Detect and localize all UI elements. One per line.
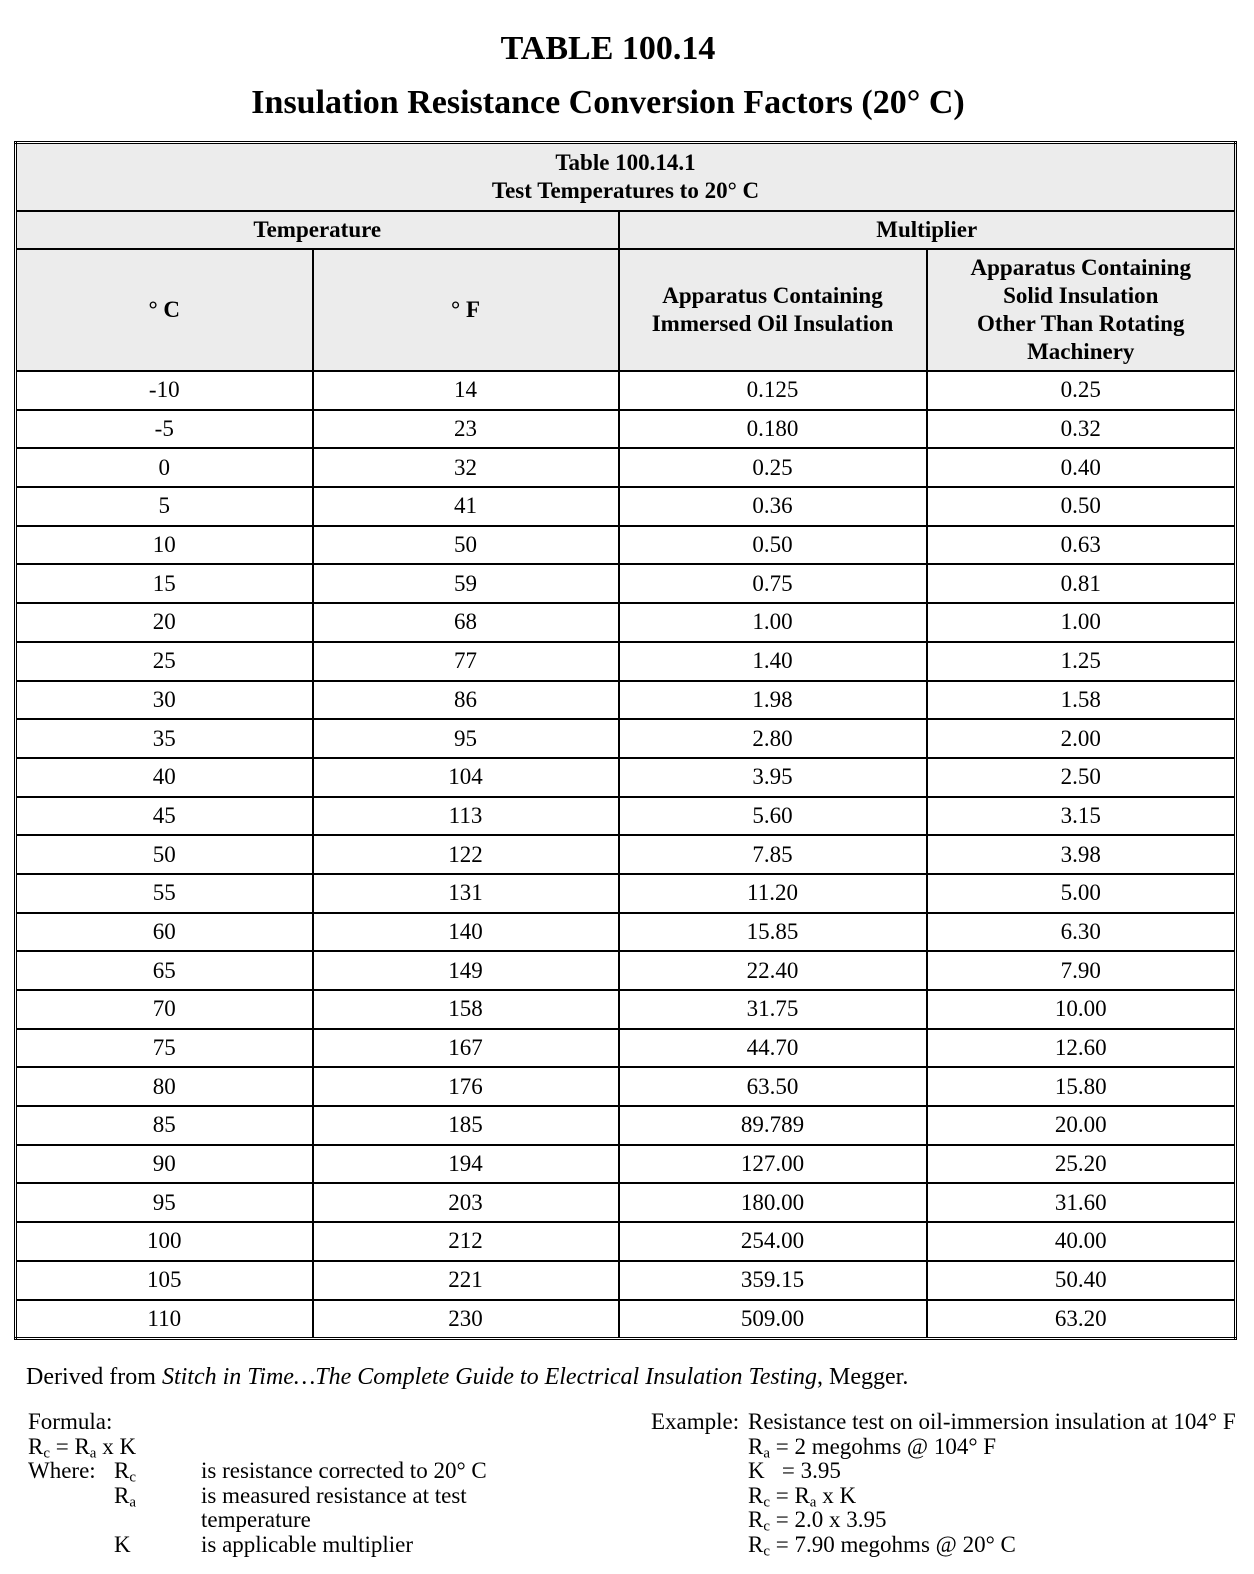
oil-multiplier-cell: 5.60 (619, 797, 927, 836)
header-solid-line4: Machinery (1027, 339, 1135, 364)
fahrenheit-cell: 41 (313, 487, 619, 526)
fahrenheit-cell: 194 (313, 1145, 619, 1184)
formula-ra-desc-cont: temperature (201, 1507, 311, 1533)
oil-multiplier-cell: 0.50 (619, 526, 927, 565)
table-row (16, 1145, 1236, 1184)
solid-multiplier-cell: 0.25 (927, 371, 1236, 410)
oil-multiplier-cell: 2.80 (619, 719, 927, 758)
fahrenheit-cell: 167 (313, 1029, 619, 1068)
solid-multiplier-cell: 3.15 (927, 797, 1236, 836)
formula-rc-symbol: $R_c$ (114, 1458, 136, 1486)
celsius-cell: 15 (16, 564, 313, 603)
table-row (16, 758, 1236, 797)
oil-multiplier-cell: 3.95 (619, 758, 927, 797)
fahrenheit-cell: 158 (313, 990, 619, 1029)
table-row (16, 487, 1236, 526)
solid-multiplier-cell: 0.81 (927, 564, 1236, 603)
fahrenheit-cell: 140 (313, 913, 619, 952)
example-rc-formula: $R_c = R_a$ x K (748, 1482, 857, 1511)
oil-multiplier-cell: 359.15 (619, 1261, 927, 1300)
solid-multiplier-cell: 31.60 (927, 1183, 1236, 1222)
celsius-cell: 40 (16, 758, 313, 797)
oil-multiplier-cell: 15.85 (619, 913, 927, 952)
fahrenheit-cell: 50 (313, 526, 619, 565)
header-fahrenheit: ° F (313, 249, 619, 371)
oil-multiplier-cell: 509.00 (619, 1300, 927, 1339)
source-title: Stitch in Time…The Complete Guide to Electrical Insulation Testing (161, 1364, 818, 1390)
celsius-cell: -5 (16, 410, 313, 449)
fahrenheit-cell: 212 (313, 1222, 619, 1261)
solid-multiplier-cell: 63.20 (927, 1300, 1236, 1339)
solid-multiplier-cell: 5.00 (927, 874, 1236, 913)
oil-multiplier-cell: 1.40 (619, 642, 927, 681)
solid-multiplier-cell: 25.20 (927, 1145, 1236, 1184)
conversion-table (14, 141, 1237, 1340)
celsius-cell: 110 (16, 1300, 313, 1339)
oil-multiplier-cell: 89.789 (619, 1106, 927, 1145)
table-row (16, 1183, 1236, 1222)
oil-multiplier-cell: 7.85 (619, 835, 927, 874)
table-row (16, 564, 1236, 603)
oil-multiplier-cell: 0.125 (619, 371, 927, 410)
celsius-cell: 30 (16, 681, 313, 720)
formula-rc-desc: is resistance corrected to 20° C (201, 1458, 487, 1484)
table-row (16, 410, 1236, 449)
fahrenheit-cell: 32 (313, 448, 619, 487)
oil-multiplier-cell: 31.75 (619, 990, 927, 1029)
celsius-cell: 65 (16, 951, 313, 990)
table-caption (16, 143, 1236, 212)
example-rc-calc: $R_c = 2.0$ x 3.95 (748, 1507, 887, 1536)
header-solid-line2: Solid Insulation (1003, 283, 1159, 308)
celsius-cell: 45 (16, 797, 313, 836)
table-row (16, 1106, 1236, 1145)
fahrenheit-cell: 95 (313, 719, 619, 758)
solid-multiplier-cell: 50.40 (927, 1261, 1236, 1300)
table-row (16, 681, 1236, 720)
formula-k-desc: is applicable multiplier (201, 1531, 414, 1557)
formula-ra-desc: is measured resistance at test (201, 1482, 467, 1508)
solid-multiplier-cell: 7.90 (927, 951, 1236, 990)
oil-multiplier-cell: 1.00 (619, 603, 927, 642)
fahrenheit-cell: 185 (313, 1106, 619, 1145)
fahrenheit-cell: 14 (313, 371, 619, 410)
oil-multiplier-cell: 0.36 (619, 487, 927, 526)
table-row (16, 1029, 1236, 1068)
table-row (16, 835, 1236, 874)
header-temperature: Temperature (16, 211, 619, 249)
formula-heading: Formula: (28, 1409, 113, 1434)
fahrenheit-cell: 221 (313, 1261, 619, 1300)
table-row (16, 951, 1236, 990)
oil-multiplier-cell: 0.25 (619, 448, 927, 487)
fahrenheit-cell: 230 (313, 1300, 619, 1339)
formula-equation: $R_c = R_a$ x K (28, 1433, 137, 1462)
oil-multiplier-cell: 22.40 (619, 951, 927, 990)
table-body (16, 371, 1236, 1339)
celsius-cell: 85 (16, 1106, 313, 1145)
source-note (26, 1364, 908, 1391)
celsius-cell: 10 (16, 526, 313, 565)
celsius-cell: -10 (16, 371, 313, 410)
celsius-cell: 60 (16, 913, 313, 952)
oil-multiplier-cell: 11.20 (619, 874, 927, 913)
table-row (16, 1222, 1236, 1261)
solid-multiplier-cell: 1.25 (927, 642, 1236, 681)
celsius-cell: 75 (16, 1029, 313, 1068)
header-solid-line1: Apparatus Containing (970, 255, 1191, 280)
fahrenheit-cell: 122 (313, 835, 619, 874)
solid-multiplier-cell: 0.32 (927, 410, 1236, 449)
fahrenheit-cell: 59 (313, 564, 619, 603)
oil-multiplier-cell: 0.180 (619, 410, 927, 449)
table-row (16, 719, 1236, 758)
fahrenheit-cell: 149 (313, 951, 619, 990)
fahrenheit-cell: 113 (313, 797, 619, 836)
solid-multiplier-cell: 40.00 (927, 1222, 1236, 1261)
celsius-cell: 80 (16, 1067, 313, 1106)
solid-multiplier-cell: 0.50 (927, 487, 1236, 526)
table-row (16, 874, 1236, 913)
oil-multiplier-cell: 254.00 (619, 1222, 927, 1261)
solid-multiplier-cell: 2.50 (927, 758, 1236, 797)
example-k: K = 3.95 (748, 1458, 841, 1484)
table-caption-number: Table 100.14.1 (555, 150, 696, 175)
oil-multiplier-cell: 127.00 (619, 1145, 927, 1184)
table-row (16, 603, 1236, 642)
oil-multiplier-cell: 180.00 (619, 1183, 927, 1222)
solid-multiplier-cell: 2.00 (927, 719, 1236, 758)
example-ra: $R_a = 2$ megohms @ 104° F (748, 1433, 997, 1462)
header-solid-insulation (927, 249, 1236, 371)
document-subtitle: Insulation Resistance Conversion Factors (20° C) (251, 84, 965, 121)
header-celsius: ° C (16, 249, 313, 371)
solid-multiplier-cell: 20.00 (927, 1106, 1236, 1145)
oil-multiplier-cell: 44.70 (619, 1029, 927, 1068)
fahrenheit-cell: 77 (313, 642, 619, 681)
table-row (16, 1300, 1236, 1339)
table-row (16, 913, 1236, 952)
table-row (16, 642, 1236, 681)
oil-multiplier-cell: 63.50 (619, 1067, 927, 1106)
table-row (16, 1067, 1236, 1106)
table-row (16, 990, 1236, 1029)
fahrenheit-cell: 176 (313, 1067, 619, 1106)
fahrenheit-cell: 23 (313, 410, 619, 449)
solid-multiplier-cell: 1.00 (927, 603, 1236, 642)
fahrenheit-cell: 68 (313, 603, 619, 642)
fahrenheit-cell: 131 (313, 874, 619, 913)
celsius-cell: 5 (16, 487, 313, 526)
example-label: Example: (651, 1410, 740, 1434)
document-title: TABLE 100.14 (500, 30, 716, 67)
table-row (16, 371, 1236, 410)
example-intro: Resistance test on oil-immersion insulation at 104° F (748, 1410, 1236, 1434)
celsius-cell: 20 (16, 603, 313, 642)
formula-k-symbol: K (114, 1531, 131, 1557)
oil-multiplier-cell: 0.75 (619, 564, 927, 603)
header-oil-insulation (619, 249, 927, 371)
table-row (16, 526, 1236, 565)
solid-multiplier-cell: 6.30 (927, 913, 1236, 952)
header-oil-line1: Apparatus Containing (662, 283, 883, 308)
celsius-cell: 100 (16, 1222, 313, 1261)
fahrenheit-cell: 203 (313, 1183, 619, 1222)
celsius-cell: 90 (16, 1145, 313, 1184)
formula-ra-symbol: $R_a$ (114, 1482, 136, 1511)
solid-multiplier-cell: 1.58 (927, 681, 1236, 720)
solid-multiplier-cell: 0.63 (927, 526, 1236, 565)
header-oil-line2: Immersed Oil Insulation (651, 311, 894, 336)
solid-multiplier-cell: 15.80 (927, 1067, 1236, 1106)
celsius-cell: 70 (16, 990, 313, 1029)
fahrenheit-cell: 86 (313, 681, 619, 720)
table-row (16, 797, 1236, 836)
celsius-cell: 35 (16, 719, 313, 758)
fahrenheit-cell: 104 (313, 758, 619, 797)
example-block (651, 1410, 1254, 1558)
header-multiplier: Multiplier (619, 211, 1236, 249)
solid-multiplier-cell: 3.98 (927, 835, 1236, 874)
formula-where: Where: (28, 1458, 96, 1484)
celsius-cell: 25 (16, 642, 313, 681)
celsius-cell: 105 (16, 1261, 313, 1300)
oil-multiplier-cell: 1.98 (619, 681, 927, 720)
celsius-cell: 95 (16, 1183, 313, 1222)
header-solid-line3: Other Than Rotating (977, 311, 1185, 336)
solid-multiplier-cell: 0.40 (927, 448, 1236, 487)
table-caption-title: Test Temperatures to 20° C (491, 178, 760, 203)
celsius-cell: 55 (16, 874, 313, 913)
solid-multiplier-cell: 10.00 (927, 990, 1236, 1029)
table-row (16, 448, 1236, 487)
table-row (16, 1261, 1236, 1300)
celsius-cell: 50 (16, 835, 313, 874)
celsius-cell: 0 (16, 448, 313, 487)
solid-multiplier-cell: 12.60 (927, 1029, 1236, 1068)
source-prefix: Derived from (26, 1364, 162, 1390)
source-suffix: , Megger. (817, 1364, 909, 1390)
example-rc-result: $R_c = 7.90$ megohms @ 20° C (748, 1531, 1016, 1558)
